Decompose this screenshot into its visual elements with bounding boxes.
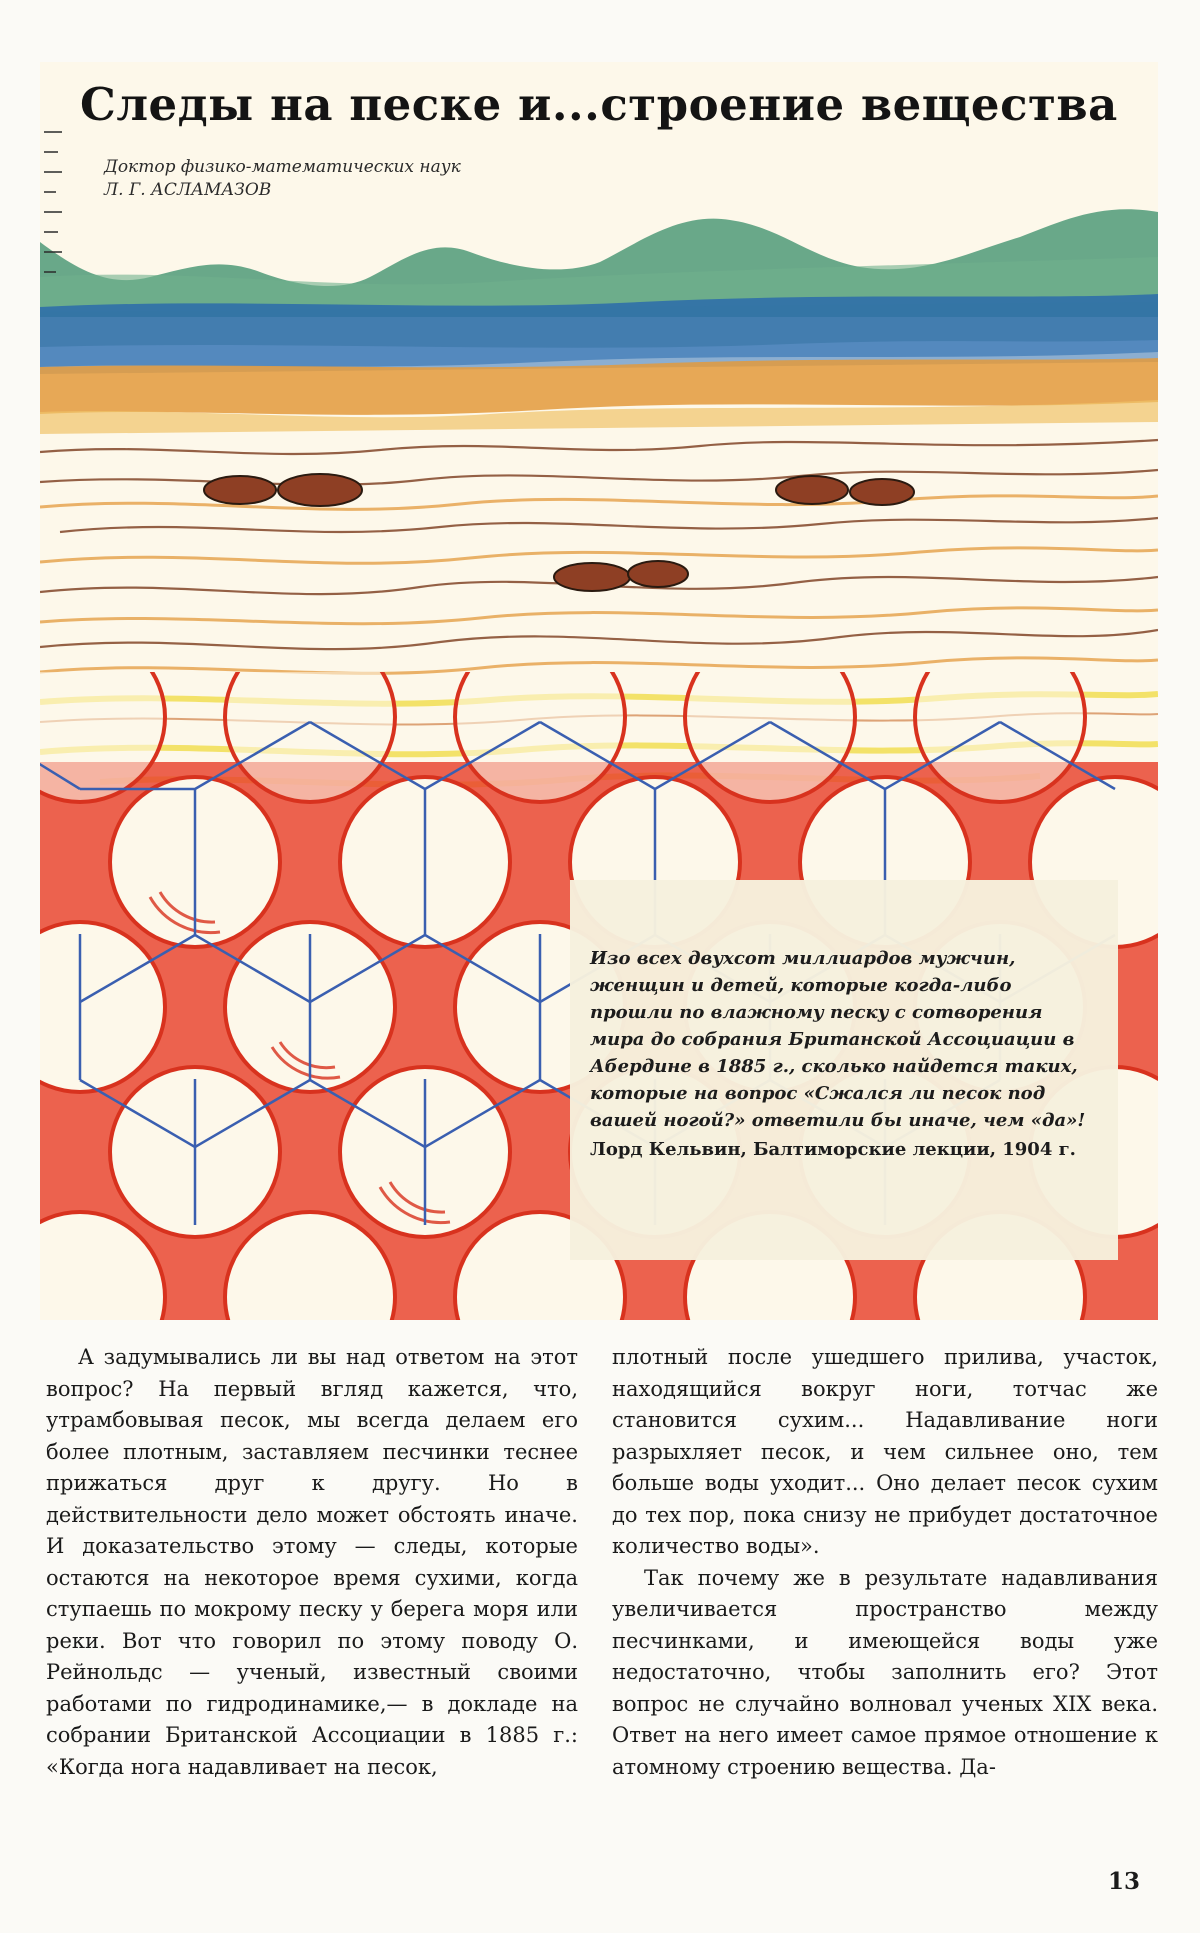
body-paragraph-1: А задумывались ли вы над ответом на этот вопрос? На первый вгляд кажется, что, утрамбовывая песок, мы всегда делаем его более плотным, заставляем песчинки теснее прижаться друг к другу. Но в действительности дело может обстоять иначе. И доказательство этому — следы, которые остаются на некоторое время сухими, когда ступаешь по мокрому песку у берега моря или реки. Вот что говорил по этому поводу О. Рейнольдс — ученый, известный своими работами по гидродинамике,— в докладе на собрании Британской Ассоциации в 1885 г.: «Когда нога надавливает на песок, xyxy=(46,1345,578,1779)
left-tick-marks xyxy=(40,122,70,362)
page-number: 13 xyxy=(1108,1868,1141,1895)
body-column-left xyxy=(46,1342,578,1783)
epigraph-source: Лорд Кельвин, Балтиморские лекции, 1904 г. xyxy=(590,1139,1076,1160)
epigraph xyxy=(590,945,1090,1163)
epigraph-text: Изо всех двухсот миллиардов мужчин, женщин и детей, которые когда-либо прошли по влажному песку с сотворения мира до собрания Британской Ассоциации в Абердине в 1885 г., сколько найдется таких, которые на вопрос «Сжался ли песок под вашей ногой?» ответили бы иначе, чем «да»! xyxy=(590,948,1086,1131)
author-degree: Доктор физико-математических наук xyxy=(104,157,461,177)
article-title: Следы на песке и...строение вещества xyxy=(80,78,1118,131)
body-paragraph-continued: плотный после ушедшего прилива, участок, находящийся вокруг ноги, тотчас же становится сухим... Надавливание ноги разрыхляет песок, и чем сильнее оно, тем больше воды уходит... Оно делает песок сухим до тех пор, пока снизу не прибудет достаточное количество воды». xyxy=(612,1345,1158,1558)
body-column-right xyxy=(612,1342,1158,1783)
author-credit xyxy=(104,156,461,202)
author-name: Л. Г. АСЛАМАЗОВ xyxy=(104,180,272,200)
body-paragraph-2: Так почему же в результате надавливания увеличивается пространство между песчинками, и имеющейся воды уже недостаточно, чтобы заполнить его? Этот вопрос не случайно волновал ученых XIX века. Ответ на него имеет самое прямое отношение к атомному строению вещества. Да- xyxy=(612,1565,1158,1779)
